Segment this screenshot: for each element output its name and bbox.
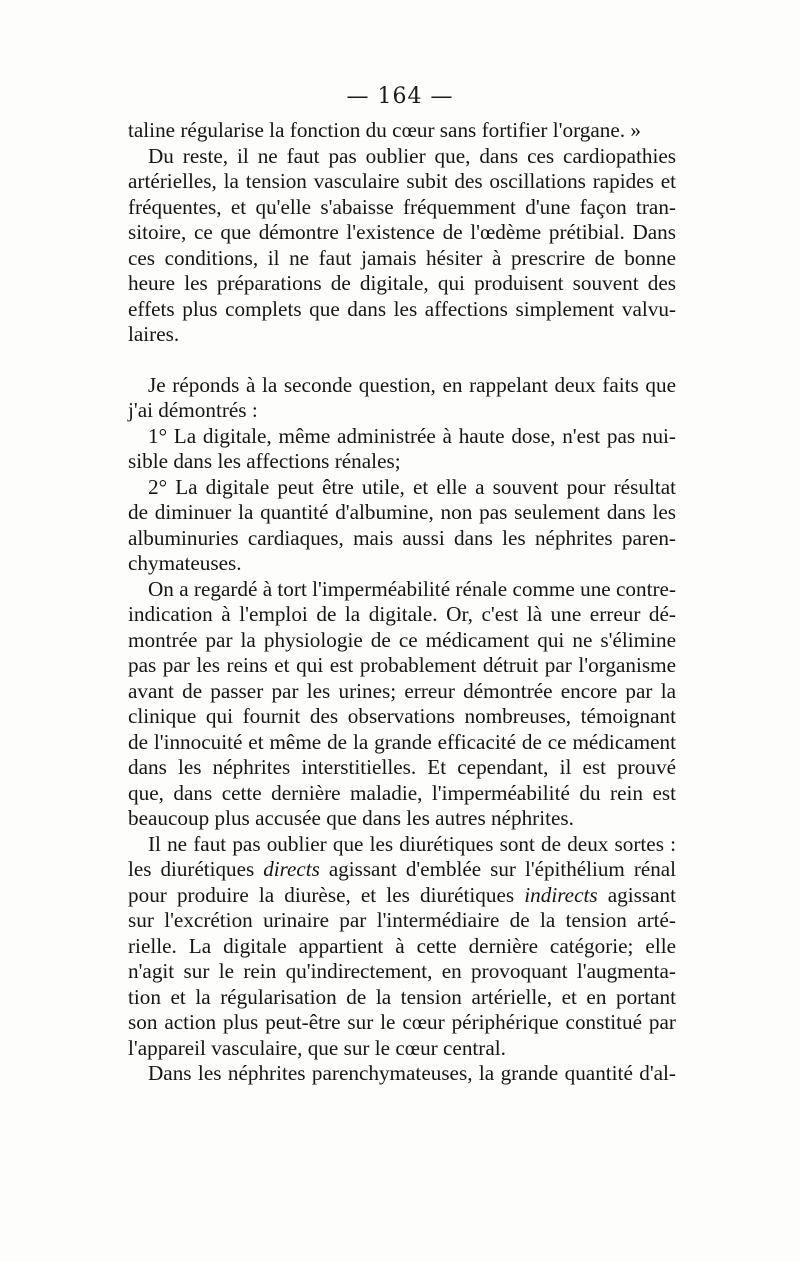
text-line: avant de passer par les urines; erreur démontrée encore par la [128, 678, 676, 703]
italic-term: indirects [524, 882, 598, 907]
text-line: rielle. La digitale appartient à cette dernière catégorie; elle [128, 933, 676, 958]
paragraph-gap [128, 348, 676, 373]
text-line: Dans les néphrites parenchymateuses, la grande quantité d'al- [148, 1061, 676, 1085]
text-line: j'ai démontrés : [128, 398, 258, 422]
paragraph [128, 832, 676, 1062]
page-number: — 164 — [346, 84, 454, 109]
paragraph [128, 475, 676, 577]
text-line: Il ne faut pas oublier que les diurétiques sont de deux sortes : [148, 831, 676, 856]
text-line: laires. [128, 322, 180, 346]
text-segment: agissant [597, 882, 676, 907]
text-line: beaucoup plus accusée que dans les autres néphrites. [128, 806, 574, 830]
text-line: effets plus complets que dans les affections simplement valvu- [128, 296, 676, 321]
paragraph [128, 1061, 676, 1087]
text-line: On a regardé à tort l'imperméabilité rénale comme une contre- [148, 576, 676, 601]
text-segment: pour produire la diurèse, et les diurétiques [128, 882, 525, 907]
text-line: dans les néphrites interstitielles. Et cependant, il est prouvé [128, 755, 676, 779]
paragraph [128, 373, 676, 424]
text-line: albuminuries cardiaques, mais aussi dans les néphrites paren- [128, 525, 676, 550]
text-line: pas par les reins et qui est probablement détruit par l'organisme [128, 653, 676, 677]
paragraph [128, 118, 676, 144]
text-segment: agissant d'emblée sur l'épithélium rénal [319, 857, 676, 881]
text-line: fréquentes, et qu'elle s'abaisse fréquemment d'une façon tran- [128, 194, 676, 219]
text-line: heure les préparations de digitale, qui produisent souvent des [128, 271, 676, 295]
text-line: n'agit sur le rein qu'indirectement, en provoquant l'augmenta- [128, 959, 676, 983]
text-line: que, dans cette dernière maladie, l'imperméabilité du rein est [128, 780, 676, 805]
body-text [128, 118, 676, 1087]
text-line [128, 883, 676, 909]
text-line: sible dans les affections rénales; [128, 449, 401, 473]
text-line: l'appareil vasculaire, que sur le cœur central. [128, 1035, 506, 1060]
paragraph [128, 144, 676, 348]
paragraph [128, 424, 676, 475]
text-line: Je réponds à la seconde question, en rappelant deux faits que [148, 372, 676, 397]
text-line: artérielles, la tension vasculaire subit des oscillations rapides et [128, 169, 676, 193]
italic-term: directs [263, 857, 320, 881]
text-line: sur l'excrétion urinaire par l'intermédiaire de la tension arté- [128, 908, 676, 932]
text-line: ces conditions, il ne faut jamais hésiter à prescrire de bonne [128, 245, 676, 270]
text-line: tion et la régularisation de la tension artérielle, et en portant [128, 984, 676, 1009]
text-line: Du reste, il ne faut pas oublier que, dans ces cardiopathies [148, 143, 676, 168]
text-line: chymateuses. [128, 551, 242, 575]
text-line: indication à l'emploi de la digitale. Or, c'est là une erreur dé- [128, 602, 676, 626]
text-line: de l'innocuité et même de la grande efficacité de ce médicament [128, 729, 676, 754]
text-line: taline régularise la fonction du cœur sans fortifier l'organe. » [128, 118, 641, 142]
text-line: sitoire, ce que démontre l'existence de l'œdème prétibial. Dans [128, 220, 676, 244]
text-line [128, 857, 676, 883]
text-line: de diminuer la quantité d'albumine, non pas seulement dans les [128, 500, 676, 524]
paragraph [128, 577, 676, 832]
text-line: 2° La digitale peut être utile, et elle a souvent pour résultat [148, 474, 676, 499]
text-segment: les diurétiques [128, 857, 264, 881]
text-line: 1° La digitale, même administrée à haute dose, n'est pas nui- [148, 423, 676, 448]
text-line: clinique qui fournit des observations nombreuses, témoignant [128, 704, 676, 728]
text-line: son action plus peut-être sur le cœur périphérique constitué par [128, 1010, 676, 1034]
text-line: montrée par la physiologie de ce médicament qui ne s'élimine [128, 627, 676, 652]
